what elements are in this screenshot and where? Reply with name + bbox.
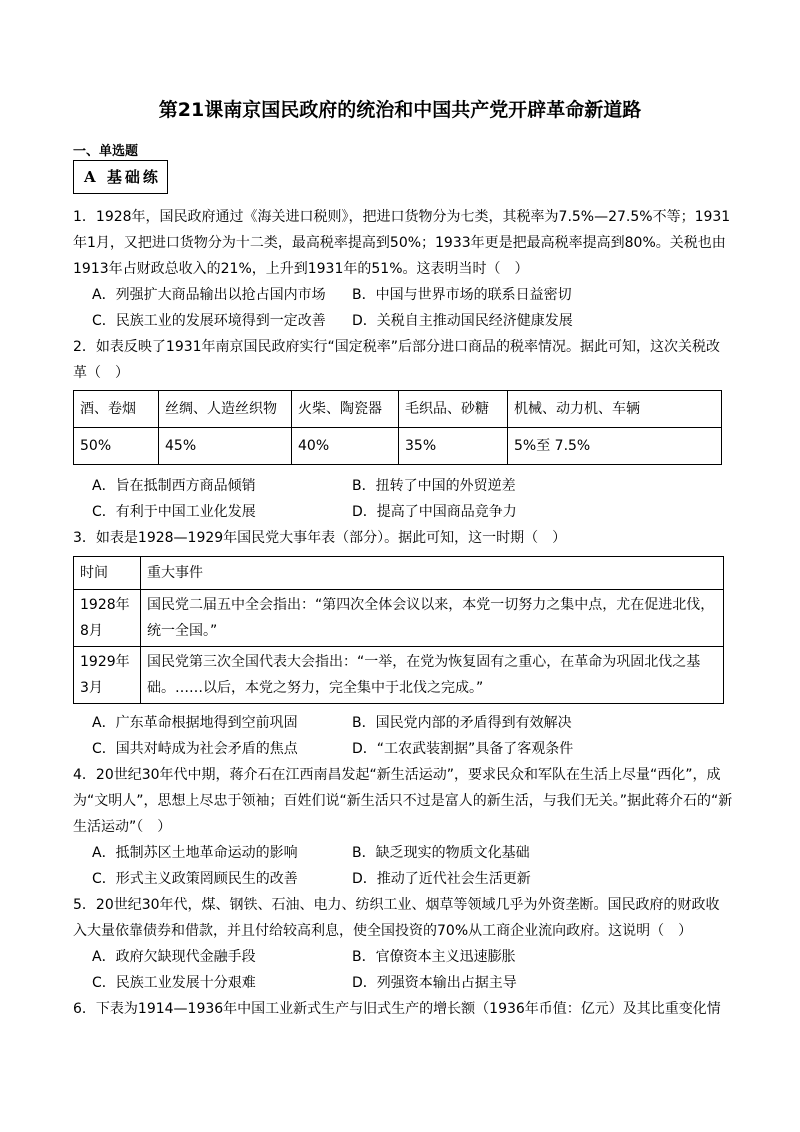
- page-title: 第21课南京国民政府的统治和中国共产党开辟革命新道路: [158, 99, 642, 121]
- option: C．民族工业发展十分艰难: [92, 975, 256, 991]
- option: B．国民党内部的矛盾得到有效解决: [352, 715, 572, 731]
- question-4-options: [92, 840, 732, 892]
- option: B．中国与世界市场的联系日益密切: [352, 287, 572, 303]
- option: D．列强资本输出占据主导: [352, 975, 517, 991]
- level-label-box: [73, 160, 168, 194]
- table-cell: 时间: [74, 557, 141, 590]
- question-5-options: [92, 944, 732, 996]
- table-cell: 5%至 7.5%: [508, 428, 722, 465]
- table-row: [74, 647, 724, 704]
- table-cell: 40%: [292, 428, 399, 465]
- table-cell: 毛织品、砂糖: [399, 391, 508, 428]
- table-cell: 1928年8月: [74, 590, 141, 647]
- table-cell: 火柴、陶瓷器: [292, 391, 399, 428]
- option: A．政府欠缺现代金融手段: [92, 949, 256, 965]
- question-2-options: [92, 473, 732, 525]
- question-5-stem: 5．20世纪30年代，煤、钢铁、石油、电力、纺织工业、烟草等领域几乎为外资垄断。国民政府的财政收入大量依靠债券和借款，并且付给较高利息，使全国投资的70%从工商企业流向政府。这说明（ ）: [73, 897, 720, 939]
- table-cell: 丝绸、人造丝织物: [159, 391, 292, 428]
- tax-rate-table: [73, 390, 722, 465]
- table-cell: 35%: [399, 428, 508, 465]
- level-label: A 基础练: [84, 168, 161, 186]
- table-row: [74, 590, 724, 647]
- question-4-stem: 4．20世纪30年代中期，蒋介石在江西南昌发起“新生活运动”，要求民众和军队在生活上尽量“西化”，成为“文明人”，思想上尽忠于领袖；百姓们说“新生活只不过是富人的新生活，与我们无关。”据此蒋介石的“新生活运动”（ ）: [73, 767, 733, 835]
- table-cell: 1929年3月: [74, 647, 141, 704]
- table-cell: 国民党第三次全国代表大会指出：“一举，在党为恢复固有之重心，在革命为巩固北伐之基础。……以后，本党之努力，完全集中于北伐之完成。”: [141, 647, 724, 704]
- question-6-stem: 6．下表为1914—1936年中国工业新式生产与旧式生产的增长额（1936年币值：亿元）及其比重变化情: [73, 1001, 721, 1017]
- option: B．扭转了中国的外贸逆差: [352, 478, 516, 494]
- option: D．推动了近代社会生活更新: [352, 871, 531, 887]
- option: C．民族工业的发展环境得到一定改善: [92, 313, 326, 329]
- section-heading: 一、单选题: [73, 144, 139, 159]
- table-row: [74, 557, 724, 590]
- table-cell: 50%: [74, 428, 159, 465]
- option: D．关税自主推动国民经济健康发展: [352, 313, 573, 329]
- table-cell: 国民党二届五中全会指出：“第四次全体会议以来，本党一切努力之集中点，尤在促进北伐，统一全国。”: [141, 590, 724, 647]
- option: B．缺乏现实的物质文化基础: [352, 845, 530, 861]
- events-table: [73, 556, 724, 704]
- question-1-stem: 1．1928年，国民政府通过《海关进口税则》，把进口货物分为七类，其税率为7.5%—27.5%不等；1931 年1月，又把进口货物分为十二类，最高税率提高到50%；1933年更是把最高税率提高到80%。关税也由1913年占财政总收入的21%，上升到1931年的51%。这表明当时（ ）: [73, 209, 731, 277]
- table-row: [74, 391, 722, 428]
- question-2-stem: 2．如表反映了1931年南京国民政府实行“国定税率”后部分进口商品的税率情况。据此可知，这次关税改革（ ）: [73, 339, 721, 381]
- option: A．列强扩大商品输出以抢占国内市场: [92, 287, 326, 303]
- option: D．提高了中国商品竞争力: [352, 504, 517, 520]
- option: A．广东革命根据地得到空前巩固: [92, 715, 298, 731]
- table-cell: 重大事件: [141, 557, 724, 590]
- option: C．有利于中国工业化发展: [92, 504, 256, 520]
- table-cell: 45%: [159, 428, 292, 465]
- option: B．官僚资本主义迅速膨胀: [352, 949, 516, 965]
- option: A．抵制苏区土地革命运动的影响: [92, 845, 298, 861]
- table-cell: 酒、卷烟: [74, 391, 159, 428]
- question-3-stem: 3．如表是1928—1929年国民党大事年表（部分）。据此可知，这一时期（ ）: [73, 530, 567, 546]
- table-row: [74, 428, 722, 465]
- option: D．“工农武装割据”具备了客观条件: [352, 741, 574, 757]
- option: C．国共对峙成为社会矛盾的焦点: [92, 741, 298, 757]
- question-3-options: [92, 710, 732, 762]
- option: C．形式主义政策罔顾民生的改善: [92, 871, 298, 887]
- table-cell: 机械、动力机、车辆: [508, 391, 722, 428]
- question-1-options: [92, 282, 732, 334]
- option: A．旨在抵制西方商品倾销: [92, 478, 256, 494]
